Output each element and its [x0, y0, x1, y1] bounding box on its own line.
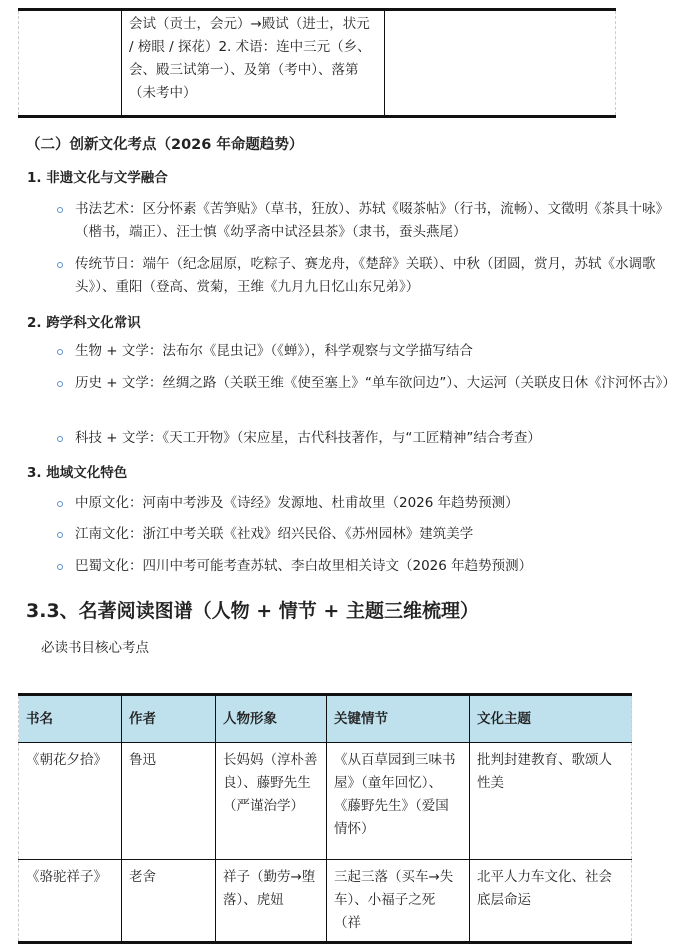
- column-header: 关键情节: [327, 695, 470, 743]
- column-header: 书名: [19, 695, 122, 743]
- table-cell: [385, 10, 616, 117]
- table-cell: 批判封建教育、歌颂人性美: [470, 743, 632, 860]
- column-header: 作者: [122, 695, 216, 743]
- list-item: 历史 + 文学：丝绸之路（关联王维《使至塞上》“单车欲问边”）、大运河（关联皮日休《汴河怀古》）: [75, 372, 680, 395]
- list-item: 巴蜀文化：四川中考可能考查苏轼、李白故里相关诗文（2026 年趋势预测）: [75, 555, 680, 578]
- list-item: 生物 + 文学：法布尔《昆虫记》（《蝉》），科学观察与文学描写结合: [75, 340, 680, 363]
- list-item: 科技 + 文学：《天工开物》（宋应星，古代科技著作，与“工匠精神”结合考查）: [75, 427, 680, 450]
- section-subtitle: 必读书目核心考点: [41, 640, 149, 656]
- column-header: 文化主题: [470, 695, 632, 743]
- table-cell: 《从百草园到三味书屋》（童年回忆）、《藤野先生》（爱国情怀）: [327, 743, 470, 860]
- group-heading: 1. 非遗文化与文学融合: [27, 170, 168, 186]
- group-heading: 2. 跨学科文化常识: [27, 315, 141, 331]
- table-row: [19, 860, 632, 943]
- table-cell: 长妈妈（淳朴善良）、藤野先生（严谨治学）: [216, 743, 327, 860]
- section-heading: （二）创新文化考点（2026 年命题趋势）: [26, 137, 304, 153]
- list-item: 传统节日：端午（纪念屈原，吃粽子、赛龙舟，《楚辞》关联）、中秋（团圆，赏月，苏轼《水调歌头》）、重阳（登高、赏菊，王维《九月九日忆山东兄弟》）: [75, 253, 680, 299]
- section-title: 3.3、名著阅读图谱（人物 + 情节 + 主题三维梳理）: [26, 600, 479, 622]
- list-item: 江南文化：浙江中考关联《社戏》绍兴民俗、《苏州园林》建筑美学: [75, 523, 680, 546]
- group-heading: 3. 地域文化特色: [27, 465, 128, 481]
- table-cell: 会试（贡士，会元）→殿试（进士，状元 / 榜眼 / 探花）2. 术语：连中三元（乡、会、殿三试第一）、及第（考中）、落第（未考中）: [122, 10, 385, 117]
- books-table: [18, 693, 632, 944]
- table-cell: 北平人力车文化、社会底层命运: [470, 860, 632, 943]
- exam-table-fragment: [18, 8, 616, 118]
- list-item: 书法艺术：区分怀素《苦笋贴》（草书，狂放）、苏轼《啜茶帖》（行书，流畅）、文徵明《茶具十咏》（楷书，端正）、汪士慎《幼孚斋中试泾县茶》（隶书，蚕头燕尾）: [75, 198, 680, 244]
- table-cell: 祥子（勤劳→堕落）、虎妞: [216, 860, 327, 943]
- table-cell: 老舍: [122, 860, 216, 943]
- table-row: [19, 743, 632, 860]
- table-cell: 鲁迅: [122, 743, 216, 860]
- table-cell: 《朝花夕拾》: [19, 743, 122, 860]
- table-cell: [19, 10, 122, 117]
- table-header-row: [19, 695, 632, 743]
- table-cell: 《骆驼祥子》: [19, 860, 122, 943]
- list-item: 中原文化：河南中考涉及《诗经》发源地、杜甫故里（2026 年趋势预测）: [75, 492, 680, 515]
- column-header: 人物形象: [216, 695, 327, 743]
- table-cell: 三起三落（买车→失车）、小福子之死（祥: [327, 860, 470, 943]
